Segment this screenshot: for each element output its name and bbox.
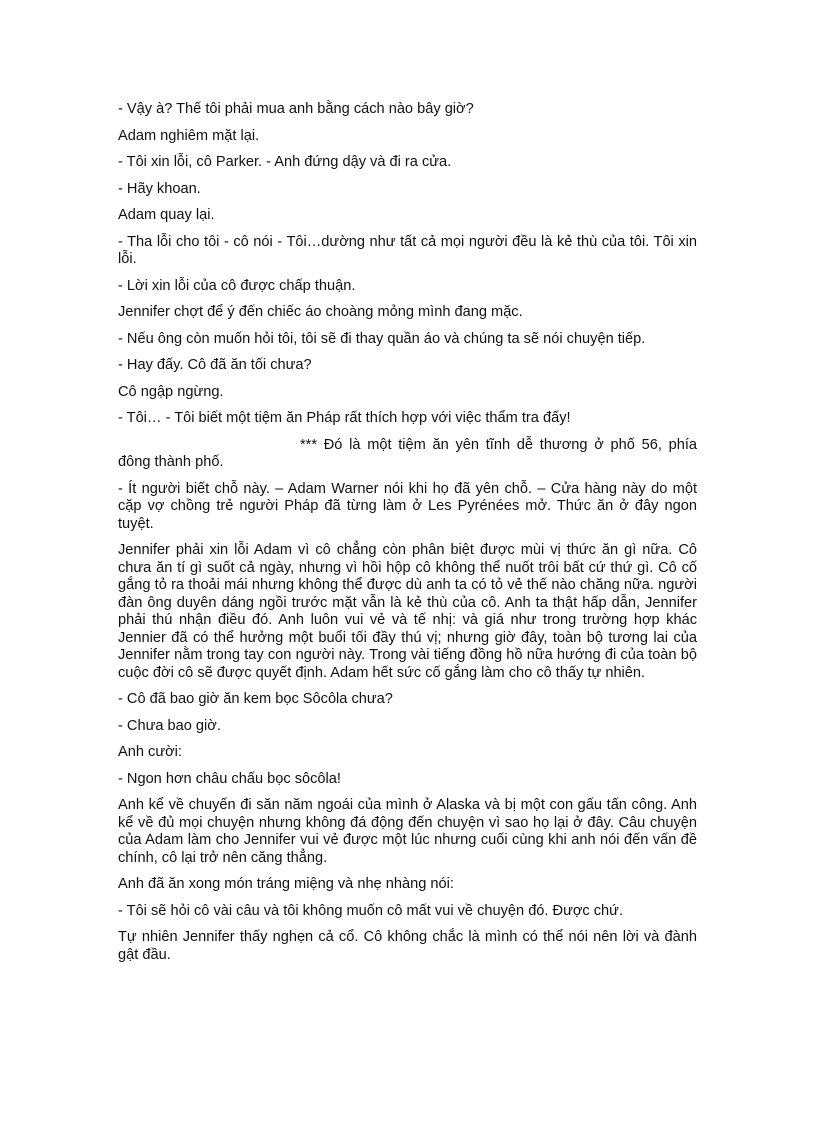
paragraph-2: Adam nghiêm mặt lại.	[118, 127, 260, 144]
paragraph-21: Anh đã ăn xong món tráng miệng và nhẹ nhàng nói:	[118, 876, 454, 892]
paragraph-23: Tự nhiên Jennifer thấy nghẹn cả cổ. Cô không chắc là mình có thể nói nên lời và đành gật đầu.	[118, 929, 697, 963]
paragraph-18: Anh cười:	[118, 744, 182, 760]
paragraph-17: - Chưa bao giờ.	[118, 717, 221, 734]
paragraph-7: - Lời xin lỗi của cô được chấp thuận.	[118, 277, 356, 294]
paragraph-1: - Vậy à? Thế tôi phải mua anh bằng cách nào bây giờ?	[118, 101, 474, 117]
paragraph-3: - Tôi xin lỗi, cô Parker. - Anh đứng dậy và đi ra cửa.	[118, 154, 452, 170]
paragraph-19: - Ngon hơn châu chấu bọc sôcôla!	[118, 770, 341, 787]
paragraph-10: - Hay đấy. Cô đã ăn tối chưa?	[118, 357, 312, 373]
paragraph-15: Jennifer phải xin lỗi Adam vì cô chẳng còn phân biệt được mùi vị thức ăn gì nữa. Cô chưa ăn tí gì suốt cả ngày, nhưng vì hồi hộp cô không thể nuốt trôi bất cứ thứ gì. Cô cố gắng tỏ ra thoải mái nhưng không thể được dù anh ta có tỏ vẻ thế nào chăng nữa. người đàn ông duyên dáng ngồi trước mặt vẫn là kẻ thù của cô. Anh ta thật hấp dẫn, Jennifer phải thú nhận điều đó. Anh luôn vui vẻ và tế nhị: và giá như trong trường hợp khác Jennier đã có thể hưởng một buổi tối đầy thú vị; nhưng giờ đây, toàn bộ tương lai của Jennifer nằm trong tay con người này. Trong vài tiếng đồng hồ nữa hướng đi của toàn bộ cuộc đời cô sẽ được quyết định. Adam hết sức cố gắng làm cho cô thấy tự nhiên.	[118, 542, 697, 681]
scene-break-paragraph: *** Đó là một tiệm ăn yên tĩnh dễ thương ở phố 56, phía đông thành phố.	[118, 436, 697, 470]
paragraph-4: - Hãy khoan.	[118, 180, 201, 197]
paragraph-8: Jennifer chợt để ý đến chiếc áo choàng mỏng mình đang mặc.	[118, 304, 523, 320]
paragraph-16: - Cô đã bao giờ ăn kem bọc Sôcôla chưa?	[118, 691, 393, 707]
paragraph-20: Anh kể về chuyến đi săn năm ngoái của mình ở Alaska và bị một con gấu tấn công. Anh kể về đủ mọi chuyện nhưng không đá động đến chuyện vì sao họ lại ở đây. Câu chuyện của Adam làm cho Jennifer vui vẻ được một lúc nhưng cuối cùng khi anh nói đến vấn đề chính, cô lại trở nên căng thẳng.	[118, 797, 697, 866]
paragraph-14: - Ít người biết chỗ này. – Adam Warner nói khi họ đã yên chỗ. – Cửa hàng này do một cặp vợ chồng trẻ người Pháp đã từng làm ở Les Pyrénées mở. Thức ăn ở đây ngon tuyệt.	[118, 480, 697, 532]
paragraph-5: Adam quay lại.	[118, 207, 215, 223]
paragraph-22: - Tôi sẽ hỏi cô vài câu và tôi không muốn cô mất vui về chuyện đó. Được chứ.	[118, 902, 624, 919]
paragraph-6: - Tha lỗi cho tôi - cô nói - Tôi…dường như tất cả mọi người đều là kẻ thù của tôi. Tôi xin lỗi.	[118, 233, 697, 267]
paragraph-9: - Nếu ông còn muốn hỏi tôi, tôi sẽ đi thay quần áo và chúng ta sẽ nói chuyện tiếp.	[118, 330, 646, 347]
paragraph-12: - Tôi… - Tôi biết một tiệm ăn Pháp rất thích hợp với việc thẩm tra đấy!	[118, 410, 571, 426]
paragraph-11: Cô ngập ngừng.	[118, 383, 224, 400]
document-page	[118, 101, 697, 973]
